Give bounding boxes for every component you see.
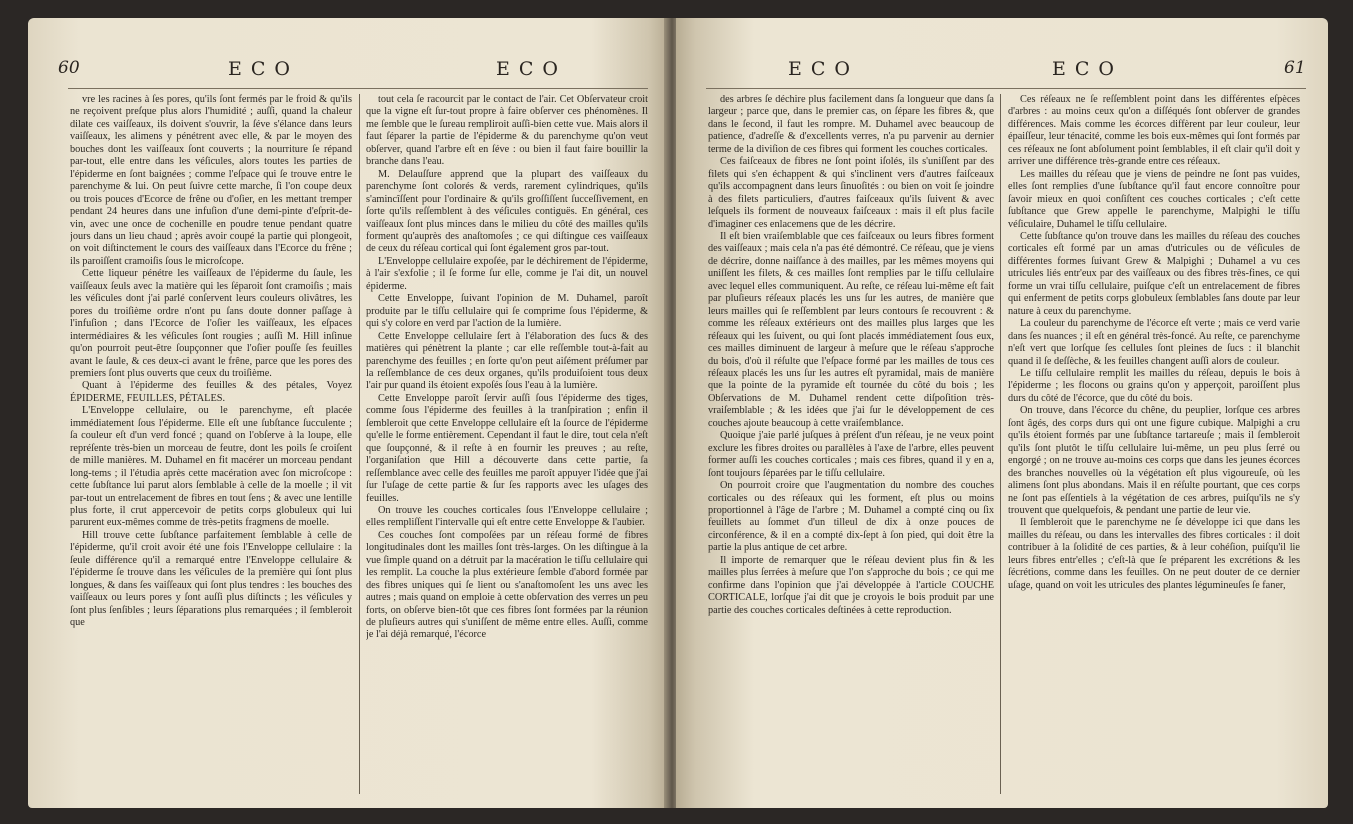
text-column-2: [366, 94, 648, 794]
running-head: ECO: [496, 58, 567, 80]
page-number: 60: [58, 58, 80, 78]
paragraph: Cette ſubſtance qu'on trouve dans les mailles du réſeau des couches corticales eſt formé par un amas d'utricules ou de véſicules de différentes formes ſuivant Grew & Malpighi ; Duhamel a vu ces utricules liés entr'eux par des vaiſſeaux ou des fibres très-fines, ce qui forme un vrai tiſſu cellulaire, puiſque c'eſt un entrelacement de fibres qui enferment de petits corps globuleux ſemblables ſans doute par leur nature à ceux du parenchyme.: [1008, 230, 1300, 317]
right-page-header: [676, 58, 1328, 88]
running-head: ECO: [228, 58, 299, 80]
paragraph: M. Delauſſure apprend que la plupart des vaiſſeaux du parenchyme ſont colorés & verds, rarement cylindriques, qu'ils s'amincîſſent pour l'ordinaire & qu'ils groſſiſſent ſucceſſivement, en ſorte qu'ils reſſemblent à des véſicules contiguës. En général, ces vaiſſeaux ſont plus minces dans le milieu du côté des mailles qu'ils forment qu'auprès des anaſtomoſes ; ce qui diſtingue ces vaiſſeaux de ceux du réſeau cortical qui ſont également gros par-tout.: [366, 168, 648, 255]
paragraph: Ces réſeaux ne ſe reſſemblent point dans les différentes eſpèces d'arbres : au moins ceux qu'on a diſſéqués ſont obſerver de grandes différences. Mais comme les écorces diffèrent par leur couleur, leur épaiſſeur, leur ténacité, comme les bois eux-mêmes qui ſont formés par ces réſeaux ne ſont abſolument point ſemblables, il eſt clair qu'il doit y arriver une différence très-grande entre ces réſeaux.: [1008, 94, 1300, 168]
running-head: ECO: [1052, 58, 1123, 80]
paragraph: vre les racines à ſes pores, qu'ils ſont fermés par le froid & qu'ils ne reçoivent preſque plus alors l'humidité ; auſſi, quand la chaleur dilate ces vaiſſeaux, ils doivent s'ouvrir, la ſéve s'élance dans leurs vaiſſeaux, les alimens y pénétrent avec elle, & par le moyen des bouches dont les vaiſſeaux ſont couverts ; la nourriture ſe répand par-tout, elle entre dans les véſicules, alors toutes les parties de l'épiderme en ſont baignées ; comme l'eſpace qui ſe trouve entre le parenchyme & lui. On peut ſuivre cette marche, ſi l'on coupe deux ou trois pouces d'Ecorce de frêne ou d'oſier, en les mettant tremper pendant 24 heures dans une infuſion d'une demi-pinte d'eſprit-de-vin, avec une once de cochenille en poudre tenue pendant quatre jours dans un lieu chaud ; après avoir coupé la partie qui plongeoit, on voit diſtinctement le cours des vaiſſeaux dans l'Ecorce du frêne ; ils paroiſſent cramoiſis ſous le microſcope.: [70, 94, 352, 267]
paragraph: Les mailles du réſeau que je viens de peindre ne ſont pas vuides, elles ſont remplies d'une ſubſtance qu'il faut encore connoître pour ſavoir mieux en quoi conſiſtent ces couches corticales ; c'eſt cette ſubſtance que Grew appelle le parenchyme, Malpighi le tiſſu véſiculaire, Duhamel le tiſſu cellulaire.: [1008, 168, 1300, 230]
paragraph: Il eſt bien vraiſemblable que ces faiſceaux ou leurs fibres forment des vaiſſeaux ; mais cela n'a pas été démontré. Ce réſeau, que je viens de décrire, donne naiſſance à des mailles, par les mêmes moyens qui uniſſent les filets, & ces mailles ſont remplies par le tiſſu cellulaire avec lequel elles communiquent. Au reſte, ce réſeau lui-même eſt fait par pluſieurs réſeaux placés les uns ſur les autres, de manière que leurs mailles qui ſe reſſemblent par leurs contours ſe recouvrent : & comme les réſeaux extérieurs ont des mailles plus larges que les réſeaux qui les ſuivent, ou qui ſont placés immédiatement ſous eux, ces mailles diminuent de largeur à meſure que le réſeau s'approche du bois, d'où il réſulte que l'eſpace formé par les mailles de tous ces réſeaux placés les uns ſur les autres eſt pyramidal, mais de manière que la pointe de la pyramide eſt tournée du côté du bois ; les Obſervations de M. Duhamel rendent cette diſpoſition très-vraiſemblable ; & les idées que j'ai ſur le développement de ces couches ajoute beaucoup à cette vraiſemblance.: [708, 230, 994, 429]
paragraph: Ces couches ſont compoſées par un réſeau formé de fibres longitudinales dont les mailles ſont très-larges. On les diſtingue à la vue ſimple quand on a détruit par la macération le tiſſu cellulaire qui les remplit. La couche la plus extérieure ſemble d'abord formée par des fibres uniques qui ſe lient ou s'anaſtomoſent les uns avec les autres ; mais quand on emploie à cette obſervation des verres un peu forts, on obſerve bien-tôt que ces fibres ſont formées par la réunion de pluſieurs autres qui s'uniſſent de même entre elles. Auſſi, comme je l'ai déjà remarqué, l'écorce: [366, 529, 648, 641]
paragraph: Il importe de remarquer que le réſeau devient plus fin & les mailles plus ſerrées à meſure que l'on s'approche du bois ; ce qui me confirme dans l'opinion que j'ai développée à l'article COUCHE CORTICALE, lorſque j'ai dit que je croyois le bois produit par une partie des couches corticales deſtinées à cette reproduction.: [708, 554, 994, 616]
left-page-header: [28, 58, 668, 88]
text-column-2: [1008, 94, 1300, 794]
paragraph: Quant à l'épiderme des feuilles & des pétales, Voyez ÉPIDERME, FEUILLES, PÉTALES.: [70, 380, 352, 404]
paragraph: tout cela ſe racourcit par le contact de l'air. Cet Obſervateur croit que la vigne eſt ſur-tout propre à faire obſerver ces phénomènes. Il me ſemble que le ſureau rempliroit auſſi-bien cette vue. Mais alors il faut ſéparer la partie de l'épiderme & du parenchyme qu'on veut obſerver, quand l'arbre eſt en ſéve : ou bien il faut faire bouillir la branche dans l'eau.: [366, 94, 648, 168]
paragraph: L'Enveloppe cellulaire expoſée, par le déchirement de l'épiderme, à l'air s'exfolie ; il ſe forme ſur elle, comme je l'ai dit, un nouvel épiderme.: [366, 255, 648, 292]
paragraph: Il ſembleroit que le parenchyme ne ſe développe ici que dans les mailles du réſeau, ou dans les intervalles des fibres corticales : il doit contribuer à la ſolidité de ces parties, & à leur cohéſion, puiſqu'il lie leurs fibres entr'elles ; c'eſt-là que ſe préparent les excrétions & les ſécrétions, comme dans les feuilles. On ne peut douter de ce dernier uſage, quand on voit les utricules des plantes légumineuſes ſe faner,: [1008, 517, 1300, 591]
paragraph: Cette Enveloppe cellulaire ſert à l'élaboration des ſucs & des matières qui pénètrent la plante ; car elle reſſemble tout-à-fait au parenchyme des feuilles ; en ſorte qu'on peut aiſément préſumer par la reſſemblance de ces deux organes, qu'ils produiſoient tous deux l'air pur quand ils étoient expoſés ſous l'eau à la lumière.: [366, 330, 648, 392]
header-rule: [706, 88, 1306, 89]
text-column-1: [708, 94, 994, 794]
paragraph: Quoique j'aie parlé juſques à préſent d'un réſeau, je ne veux point exclure les fibres droites ou parallèles à l'axe de l'arbre, elles peuvent former auſſi les couches corticales ; mais ces fibres, quand il y en a, ſont toujours ſéparées par le tiſſu cellulaire.: [708, 430, 994, 479]
paragraph: des arbres ſe déchire plus facilement dans ſa longueur que dans ſa largeur ; parce que, dans le premier cas, on ſépare les fibres &, que dans le ſecond, il faut les rompre. M. Duhamel avec beaucoup de patience, d'adreſſe & d'excellents verres, n'a pu parvenir au dernier terme de la diviſion de ces fibres qui forment les couches corticales.: [708, 94, 994, 155]
paragraph: Cette Enveloppe, ſuivant l'opinion de M. Duhamel, paroît produite par le tiſſu cellulaire qui ſe comprime ſous l'épiderme, & qui s'y colore en verd par l'action de la lumière.: [366, 293, 648, 330]
paragraph: Hill trouve cette ſubſtance parfaitement ſemblable à celle de l'épiderme, qu'il croit avoir été une fois l'Enveloppe cellulaire : la ſeule différence qu'il a remarqué entre l'Enveloppe cellulaire & l'épiderme ſe trouve dans les véſicules de la première qui ſont plus longues, & dans ſes vaiſſeaux qui ſont plus tendres : les bouches des vaiſſeaux ou leurs pores y ſont auſſi plus diſtincts ; les véſicules y ſont plus ſenſibles ; leurs ſéparations plus remarquées ; il ſembleroit que: [70, 529, 352, 629]
paragraph: Ces faiſceaux de fibres ne ſont point iſolés, ils s'uniſſent par des filets qui s'en échappent & qui s'inclinent vers d'autres faiſceaux qu'ils accompagnent dans leurs ſinuoſités : ou bien on voit ſe joindre à des filets particuliers, d'autres faiſceaux qu'ils ſuivent & avec leſquels ils forment de nouveaux faiſceaux : mais il eſt plus facile d'imaginer ces enlacemens que de les décrire.: [708, 156, 994, 230]
left-page: [28, 18, 668, 808]
column-rule: [1000, 94, 1001, 794]
header-rule: [68, 88, 648, 89]
paragraph: Cette liqueur pénétre les vaiſſeaux de l'épiderme du ſaule, les vaiſſeaux ſeuls avec la matière qui les ſéparoit ſont cramoiſis ; mais les véſicules dont j'ai parlé conſervent leurs couleurs olivâtres, les pores du troiſième ordre n'ont pu ſans doute donner paſſage à l'infuſion ; dans l'Ecorce de l'oſier les vaiſſeaux, les eſpaces intermédiaires & les véſicules ſont rougies ; auſſi M. Hill inſinue qu'on pourroit peut-être ſoupçonner que l'oſier pouſſe ſes feuilles avant le ſaule, & ces deux-ci avant le frêne, parce que les pores des premiers ſont plus ouverts que ceux du troiſième.: [70, 268, 352, 379]
text-column-1: [70, 94, 352, 794]
paragraph: On trouve, dans l'écorce du chêne, du peuplier, lorſque ces arbres ſont âgés, des corps durs qui ont une figure cubique. Malpighi a cru qu'ils étoient formés par une ſubſtance tartareuſe ; mais il ſembleroit qu'ils ſont plutôt le tiſſu cellulaire lui-même, un peu plus ſerré ou engorgé ; on ne trouve au-moins ces corps que dans les jeunes écorces des branches nouvelles où la végétation eſt plus vigoureuſe, où les alimens ſont plus abondans. Mais il en réſulte pourtant, que ces corps ne ſont pas eſſentiels à la végétation de ces arbres, puiſqu'ils ne s'y trouvent que quelquefois, & pendant une partie de leur vie.: [1008, 405, 1300, 516]
paragraph: La couleur du parenchyme de l'écorce eſt verte ; mais ce verd varie dans ſes nuances ; il eſt en général très-foncé. Au reſte, ce parenchyme n'eſt vert que lorſque ſes cellules ſont pleines de ſucs : il blanchit quand il ſe deſſèche, & les feuilles changent auſſi alors de couleur.: [1008, 318, 1300, 367]
right-page: [676, 18, 1328, 808]
paragraph: On pourroit croire que l'augmentation du nombre des couches corticales ou des réſeaux qui les forment, eſt plus ou moins proportionnel à l'âge de l'arbre ; M. Duhamel a compté cinq ou ſix feuillets au ſommet d'un tilleul de dix à onze pouces de circonférence, & il en a compté dix-ſept à ſon pied, qui doit être la partie la plus antique de cet arbre.: [708, 480, 994, 554]
running-head: ECO: [788, 58, 859, 80]
page-number: 61: [1284, 58, 1306, 78]
paragraph: Le tiſſu cellulaire remplit les mailles du réſeau, depuis le bois à l'épiderme ; les flocons ou grains qu'on y apperçoit, paroiſſent plus durs du côté de l'écorce, que du côté du bois.: [1008, 367, 1300, 404]
paragraph: On trouve les couches corticales ſous l'Enveloppe cellulaire ; elles rempliſſent l'intervalle qui eſt entre cette Enveloppe & l'aubier.: [366, 504, 648, 529]
column-rule: [359, 94, 360, 794]
paragraph: L'Enveloppe cellulaire, ou le parenchyme, eſt placée immédiatement ſous l'épiderme. Elle eſt une ſubſtance ſucculente ; ſa couleur eſt d'un verd foncé ; quand on l'obſerve à la loupe, elle repréſente très-bien un morceau de feutre, dont les poils ſe croiſent de mille manières. M. Duhamel en fit macérer un morceau pendant long-tems ; il l'étudia après cette macération avec ſon microſcope : cette ſubſtance lui parut alors ſemblable à celle de la moelle ; il vit par-tout un entrelacement de fibres en tout ſens ; & avec une lentille plus forte, il crut appercevoir de petits corps globuleux qui lui parurent eux-mêmes comme de très-petits fragmens de moelle.: [70, 405, 352, 529]
paragraph: Cette Enveloppe paroît ſervir auſſi ſous l'épiderme des tiges, comme ſous l'épiderme des feuilles à la tranſpiration ; enfin il ſembleroit que cette Enveloppe cellulaire eſt la ſource de l'épiderme qu'elle le forme entièrement. Cependant il faut le dire, tout cela n'eſt que ſoupçonné, & il reſte à en fournir les preuves ; au reſte, l'organiſation que Hill a découverte dans cette partie, ſa reſſemblance avec celle des feuilles me paroît appuyer l'idée que j'ai ſur l'uſage de cette partie & ſur ſes rapports avec les uſages des feuilles.: [366, 392, 648, 504]
